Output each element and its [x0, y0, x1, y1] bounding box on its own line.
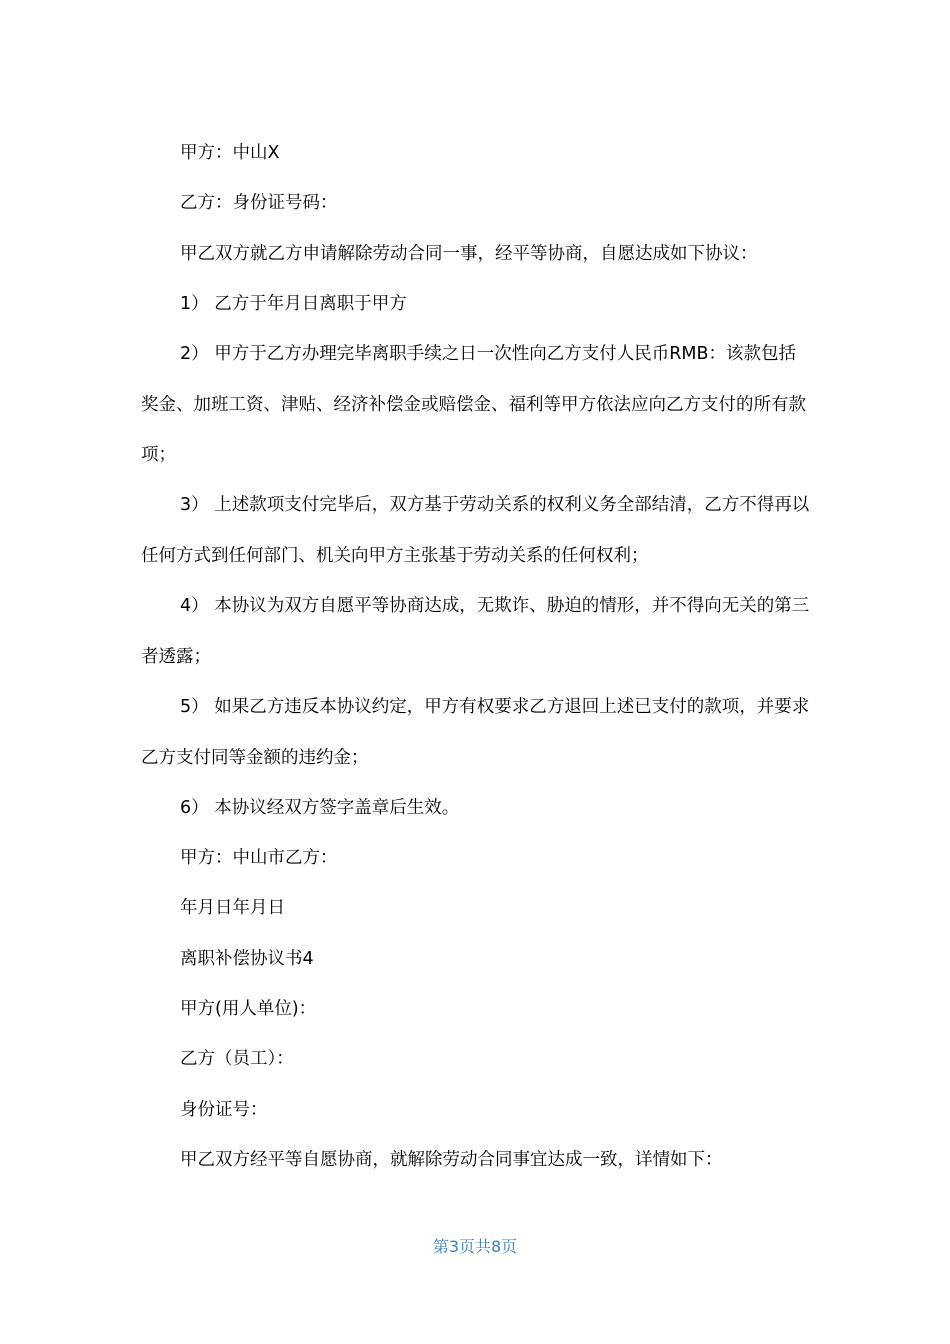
agreement-intro: 甲乙双方就乙方申请解除劳动合同一事，经平等协商，自愿达成如下协议：	[180, 244, 758, 264]
id-number-line: 身份证号：	[180, 1100, 268, 1120]
clause-3: 3） 上述款项支付完毕后，双方基于劳动关系的权利义务全部结清，乙方不得再以任何方式到任何部门、机关向甲方主张基于劳动关系的任何权利；	[141, 495, 810, 566]
clause-5: 5） 如果乙方违反本协议约定，甲方有权要求乙方退回上述已支付的款项，并要求乙方支付同等金额的违约金；	[141, 697, 810, 768]
signature-dates-line: 年月日年月日	[180, 898, 285, 918]
clause-1: 1） 乙方于年月日离职于甲方	[180, 294, 407, 314]
employer-line: 甲方(用人单位)：	[180, 999, 317, 1019]
clause-4: 4） 本协议为双方自愿平等协商达成，无欺诈、胁迫的情形，并不得向无关的第三者透露；	[141, 596, 810, 667]
section-title: 离职补偿协议书4	[180, 949, 314, 969]
employee-line: 乙方（员工）：	[180, 1049, 294, 1069]
clause-2: 2） 甲方于乙方办理完毕离职手续之日一次性向乙方支付人民币RMB：该款包括奖金、加班工资、津贴、经济补偿金或赔偿金、福利等甲方依法应向乙方支付的所有款项；	[141, 344, 806, 465]
page-indicator: 第3页共8页	[432, 1237, 518, 1256]
signature-parties-line: 甲方：中山市乙方：	[180, 848, 338, 868]
party-a-line: 甲方：中山X	[180, 143, 280, 163]
second-agreement-intro: 甲乙双方经平等自愿协商，就解除劳动合同事宜达成一致，详情如下：	[180, 1150, 723, 1170]
clause-6: 6） 本协议经双方签字盖章后生效。	[180, 798, 460, 818]
party-b-id-line: 乙方：身份证号码：	[180, 193, 338, 213]
